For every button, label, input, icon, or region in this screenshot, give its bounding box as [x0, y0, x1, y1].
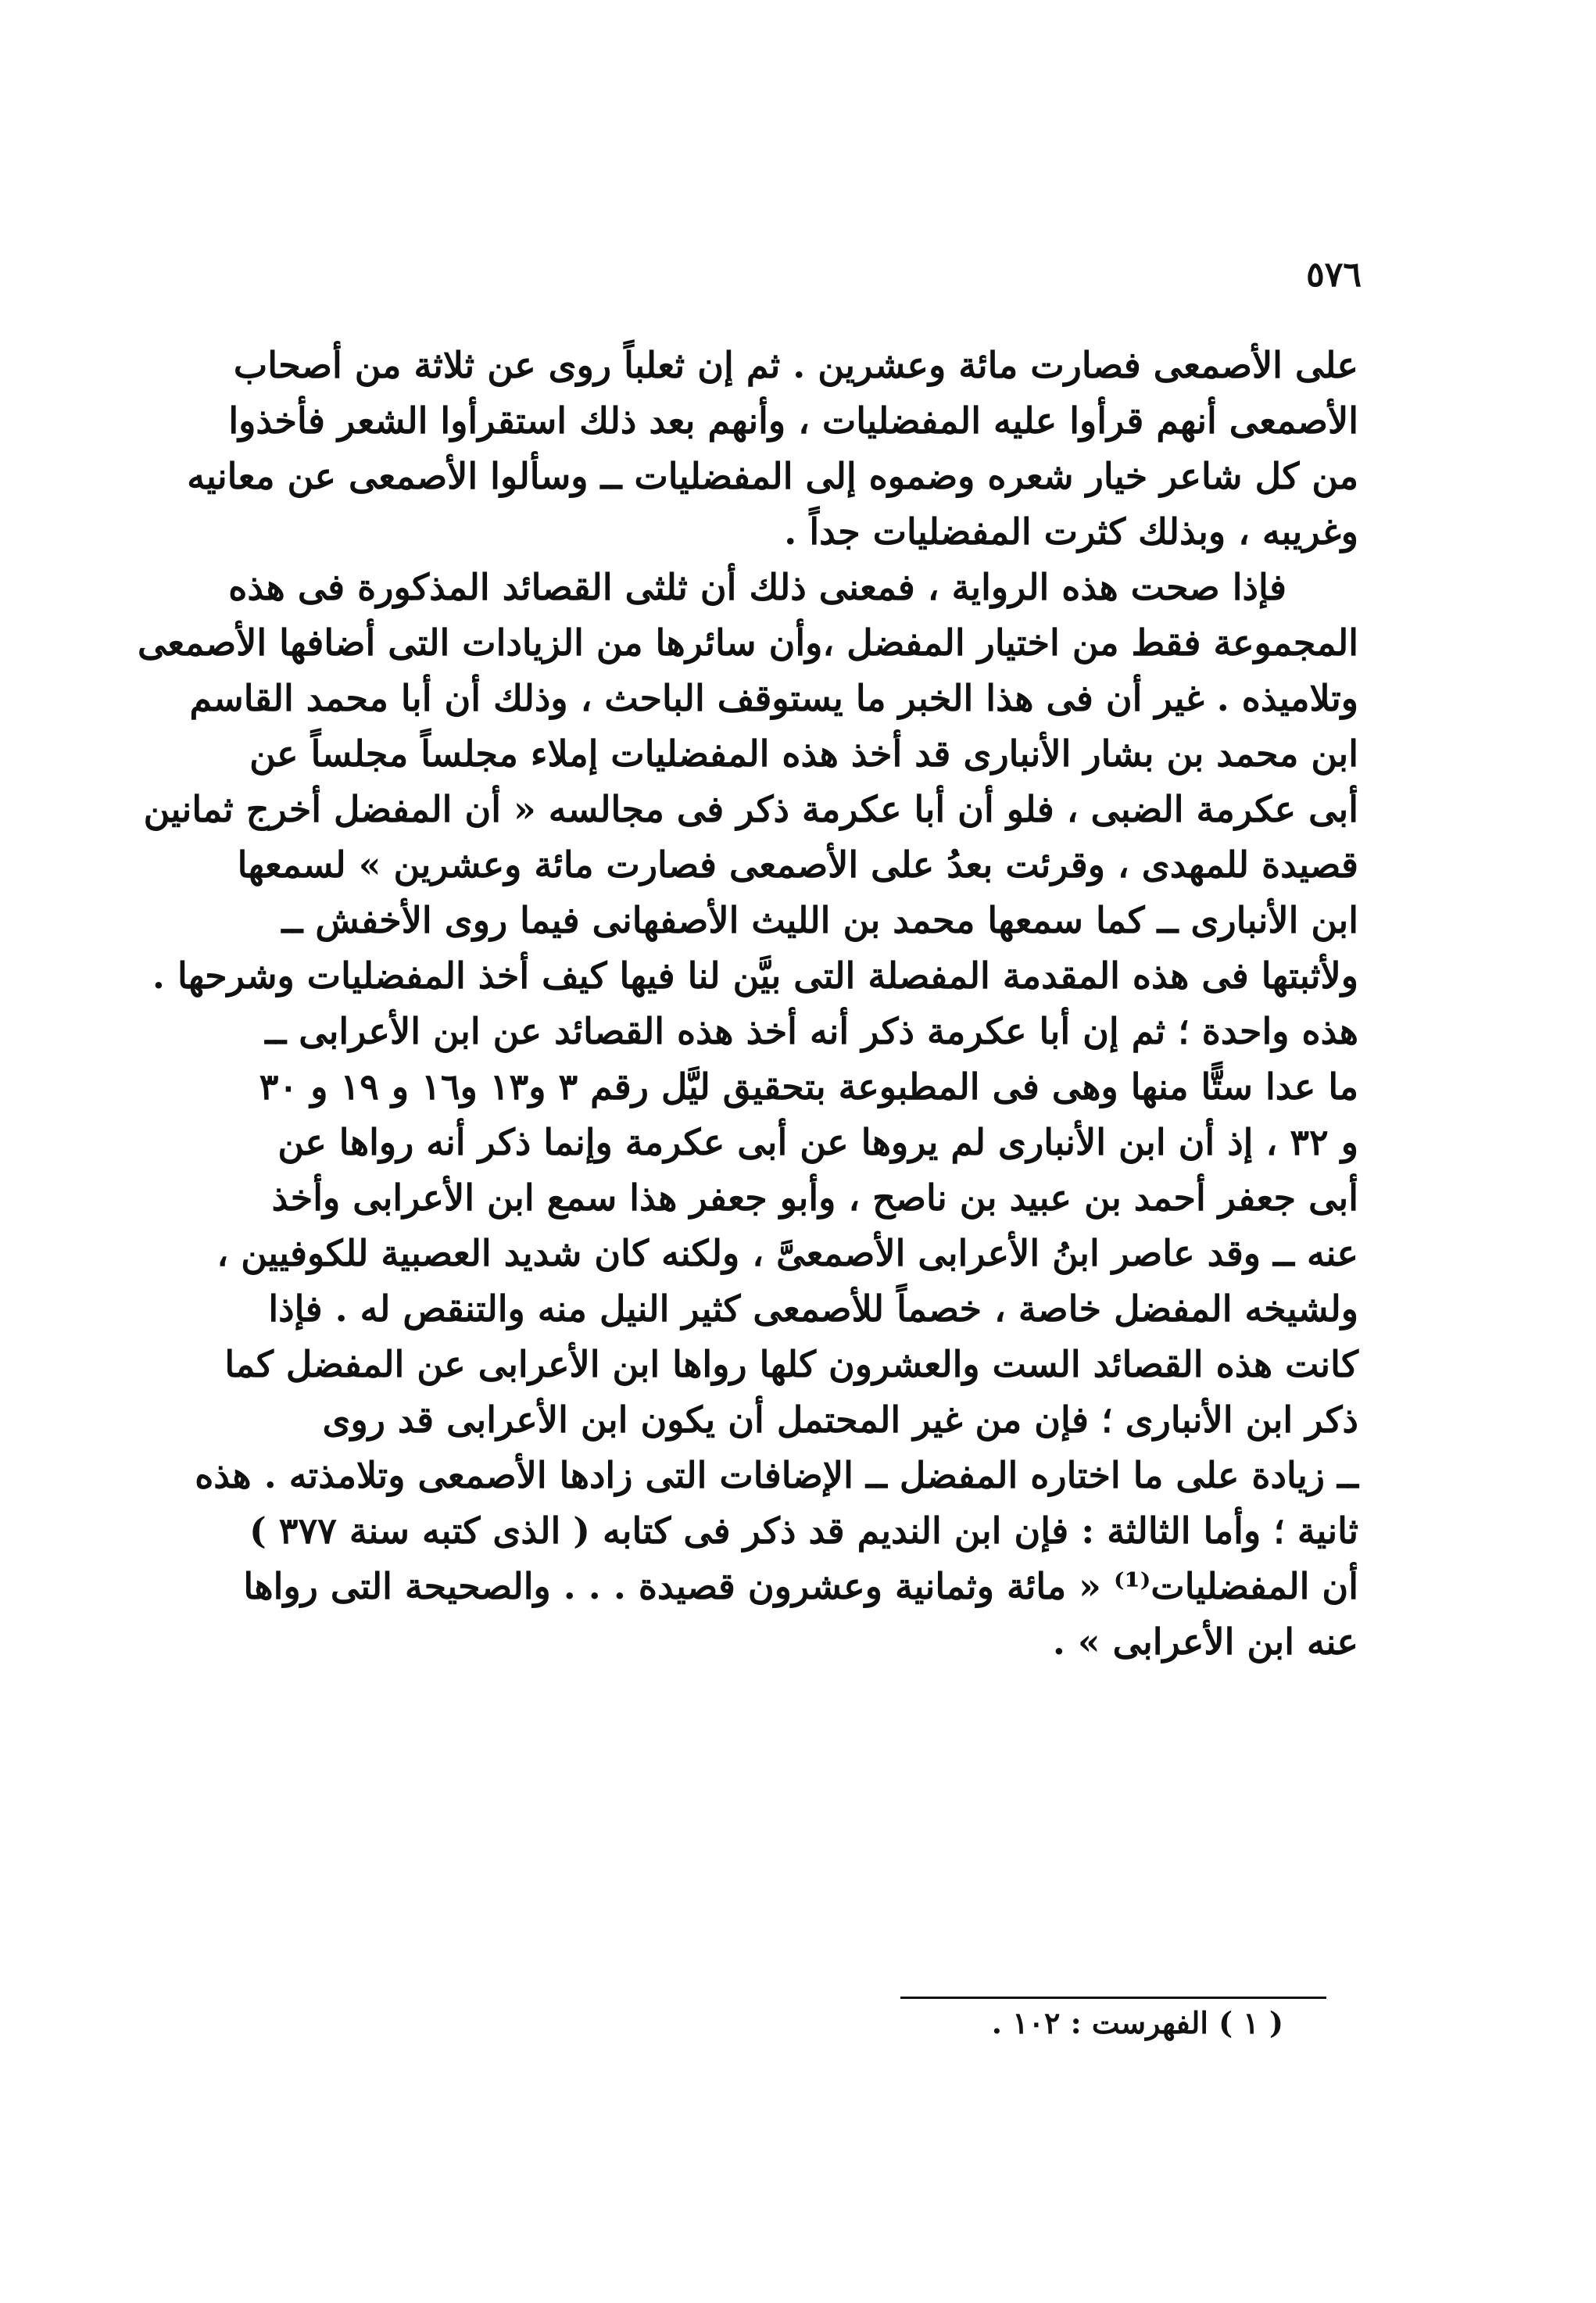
text-line: كانت هذه القصائد الست والعشرون كلها رواها ابن الأعرابى عن المفضل كما [224, 1343, 1358, 1385]
text-line: وتلاميذه . غير أن فى هذا الخبر ما يستوقف الباحث ، وذلك أن أبا محمد القاسم [189, 677, 1358, 719]
page-number: ٥٧٦ [1306, 255, 1362, 295]
text-line: المجموعة فقط من اختيار المفضل ،وأن سائرها من الزيادات التى أضافها الأصمعى [137, 621, 1358, 664]
text-line: هذه واحدة ؛ ثم إن أبا عكرمة ذكر أنه أخذ هذه القصائد عن ابن الأعرابى ــ [265, 1010, 1358, 1052]
text-line: ثانية ؛ وأما الثالثة : فإن ابن النديم قد ذكر فى كتابه ( الذى كتبه سنة ٣٧٧ ) [249, 1510, 1358, 1552]
text-line: عنه ــ وقد عاصر ابنُ الأعرابى الأصمعىَّ ، ولكنه كان شديد العصبية للكوفيين ، [216, 1232, 1358, 1274]
text-line: قصيدة للمهدى ، وقرئت بعدُ على الأصمعى فصارت مائة وعشرين » لسمعها [237, 843, 1358, 886]
text-line: ــ زيادة على ما اختاره المفضل ــ الإضافات التى زادها الأصمعى وتلامذته . هذه [195, 1454, 1358, 1496]
text-line: ابن محمد بن بشار الأنبارى قد أخذ هذه المفضليات إملاء مجلساً مجلساً عن [249, 732, 1358, 775]
text-line: من كل شاعر خيار شعره وضموه إلى المفضليات ــ وسألوا الأصمعى عن معانيه [187, 455, 1358, 497]
footnote-divider [900, 1997, 1326, 1999]
text-line: أبى جعفر أحمد بن عبيد بن ناصح ، وأبو جعفر هذا سمع ابن الأعرابى وأخذ [271, 1177, 1358, 1219]
text-line: ولشيخه المفضل خاصة ، خصماً للأصمعى كثير النيل منه والتنقص له . فإذا [268, 1288, 1358, 1330]
text-line: و ٣٢ ، إذ أن ابن الأنبارى لم يروها عن أبى عكرمة وإنما ذكر أنه رواها عن [277, 1121, 1358, 1163]
text-line: الأصمعى أنهم قرأوا عليه المفضليات ، وأنهم بعد ذلك استقرأوا الشعر فأخذوا [228, 399, 1358, 442]
text-line: أن المفضليات⁽¹⁾ « مائة وثمانية وعشرون قصيدة . . . والصحيحة التى رواها [243, 1565, 1358, 1607]
footnote: ( ١ ) الفهرست : ١٠٢ . [991, 2005, 1283, 2040]
text-line: فإذا صحت هذه الرواية ، فمعنى ذلك أن ثلثى القصائد المذكورة فى هذه [228, 566, 1286, 608]
text-line: ابن الأنبارى ــ كما سمعها محمد بن الليث الأصفهانى فيما روى الأخفش ــ [281, 899, 1358, 941]
text-line: ذكر ابن الأنبارى ؛ فإن من غير المحتمل أن يكون ابن الأعرابى قد روى [322, 1399, 1358, 1441]
text-line: وغريبه ، وبذلك كثرت المفضليات جداً . [784, 510, 1358, 553]
text-line: أبى عكرمة الضبى ، فلو أن أبا عكرمة ذكر فى مجالسه « أن المفضل أخرج ثمانين [143, 788, 1358, 830]
text-line: على الأصمعى فصارت مائة وعشرين . ثم إن ثعلباً روى عن ثلاثة من أصحاب [233, 344, 1358, 386]
text-line: ما عدا ستًّا منها وهى فى المطبوعة بتحقيق ليَّل رقم ٣ و١٣ و١٦ و ١٩ و ٣٠ [259, 1066, 1358, 1108]
text-line: ولأثبتها فى هذه المقدمة المفصلة التى بيَّن لنا فيها كيف أخذ المفضليات وشرحها . [152, 955, 1358, 997]
body-text [137, 338, 1358, 1670]
text-line: عنه ابن الأعرابى » . [1052, 1621, 1358, 1663]
